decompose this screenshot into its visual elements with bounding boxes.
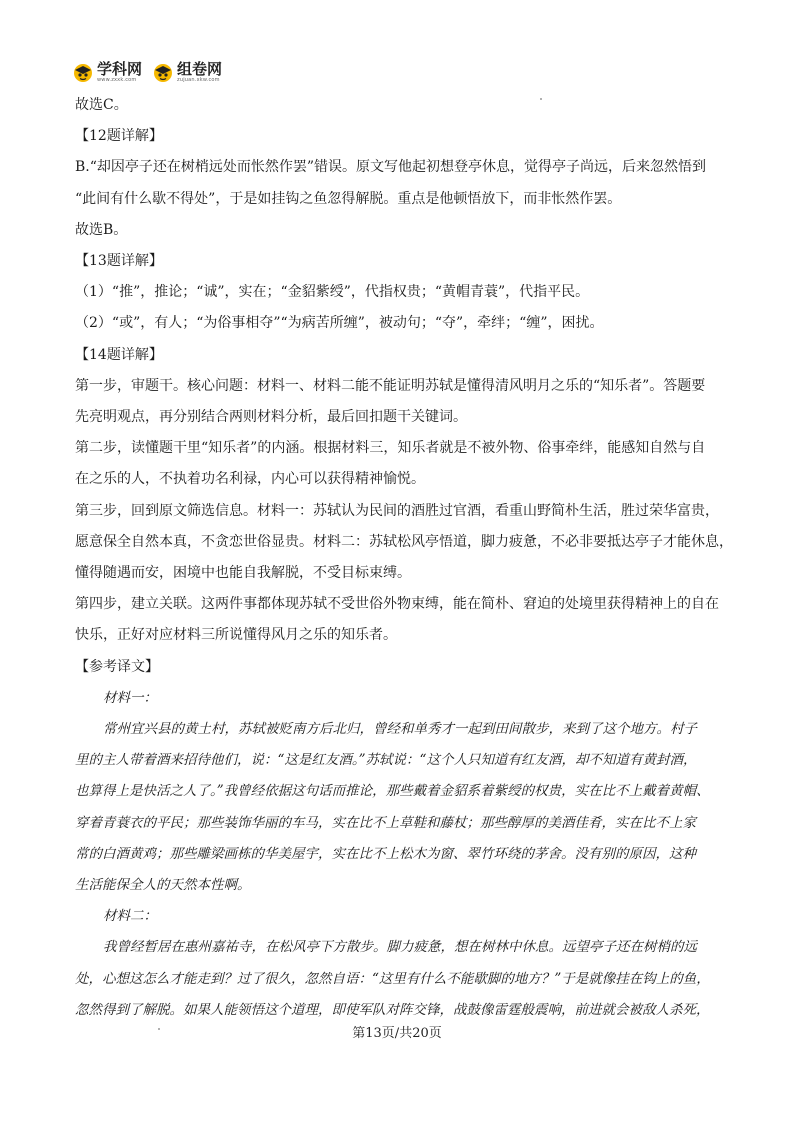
text-line: 处，心想这怎么才能走到？过了很久，忽然自语：“这里有什么不能歇脚的地方？”于是就像挂在钩上的鱼， [75,970,710,987]
text-line: 我曾经暂居在惠州嘉祐寺，在松风亭下方散步。脚力疲惫，想在树林中休息。远望亭子还在树梢的远 [103,939,697,956]
logo-zujuan-name: 组卷网 [177,59,223,78]
text-line: 懂得随遇而安，困境中也能自我解脱，不受目标束缚。 [75,565,411,582]
text-line: 穿着青蓑衣的平民；那些装饰华丽的车马，实在比不上草鞋和藤杖；那些醇厚的美酒佳肴，实在比不上家 [75,814,696,831]
text-line: 常州宜兴县的黄土村，苏轼被贬南方后北归，曾经和单秀才一起到田间散步，来到了这个地方。村子 [103,721,697,738]
text-line: 忽然得到了解脱。如果人能领悟这个道理，即使军队对阵交锋，战鼓像雷霆般震响，前进就会被敌人杀死， [75,1001,710,1018]
text-line: 【13题详解】 [75,253,163,270]
text-line: （1）“推”，推论；“诚”，实在；“金貂紫绶”，代指权贵；“黄帽青蓑”，代指平民。 [75,284,590,301]
text-line: B.“却因亭子还在树梢远处而怅然作罢”错误。原文写他起初想登亭休息，觉得亭子尚远，后来忽然悟到 [75,159,707,176]
text-line: “此间有什么歇不得处”，于是如挂钩之鱼忽得解脱。重点是他顿悟放下，而非怅然作罢。 [75,190,622,207]
text-line: 第二步，读懂题干里“知乐者”的内涵。根据材料三，知乐者就是不被外物、俗事牵绊，能感知自然与自 [75,440,706,457]
text-line: 先亮明观点，再分别结合两则材料分析，最后回扣题干关键词。 [75,409,467,426]
text-line: 在之乐的人，不执着功名利禄，内心可以获得精神愉悦。 [75,471,425,488]
text-line: 第四步，建立关联。这两件事都体现苏轼不受世俗外物束缚，能在简朴、窘迫的处境里获得精神上的自在 [75,596,719,613]
logo-zxxk-icon [72,61,94,83]
logo-zxxk-url: www.zxxk.com [97,76,137,83]
text-line: 故选B。 [75,221,128,238]
text-line: 第一步，审题干。核心问题：材料一、材料二能不能证明苏轼是懂得清风明月之乐的“知乐者”。答题要 [75,377,706,394]
text-line: 快乐，正好对应材料三所说懂得风月之乐的知乐者。 [75,627,397,644]
text-line: 里的主人带着酒来招待他们，说：“这是红友酒。”苏轼说：“这个人只知道有红友酒，却不知道有黄封酒， [75,752,697,769]
text-line: 常的白酒黄鸡；那些雕梁画栋的华美屋宇，实在比不上松木为窗、翠竹环绕的茅舍。没有别的原因，这种 [75,845,696,862]
text-line: 【14题详解】 [75,346,163,363]
logo-zujuan [152,61,222,83]
text-line: 第三步，回到原文筛选信息。材料一：苏轼认为民间的酒胜过官酒，看重山野简朴生活，胜过荣华富贵， [75,502,719,519]
text-line: 材料一： [103,689,157,706]
text-line: 【参考译文】 [75,658,159,675]
text-line: （2）“或”，有人；“为俗事相夺”“为病苦所缠”，被动句；“夺”，牵绊；“缠”，困扰。 [75,315,604,332]
logo-zxxk [72,61,142,83]
text-line: 愿意保全自然本真，不贪恋世俗显贵。材料二：苏轼松风亭悟道，脚力疲惫，不必非要抵达亭子才能休息， [75,533,733,550]
text-line: 故选C。 [75,97,128,113]
text-line: 生活能保全人的天然本性啊。 [75,877,251,894]
text-line: 材料二： [103,908,157,925]
logo-zujuan-url: zujuan.xkw.com [177,76,220,83]
header-logos [72,58,222,86]
text-line: 也算得上是快活之人了。”我曾经依据这句话而推论，那些戴着金貂系着紫绶的权贵，实在比不上戴着黄帽、 [75,783,710,800]
text-line: 【12题详解】 [75,128,163,145]
logo-zxxk-name: 学科网 [97,59,143,78]
page-number: 第13页/共20页 [352,1026,442,1041]
logo-zujuan-icon [152,61,174,83]
document-body [75,90,733,1026]
